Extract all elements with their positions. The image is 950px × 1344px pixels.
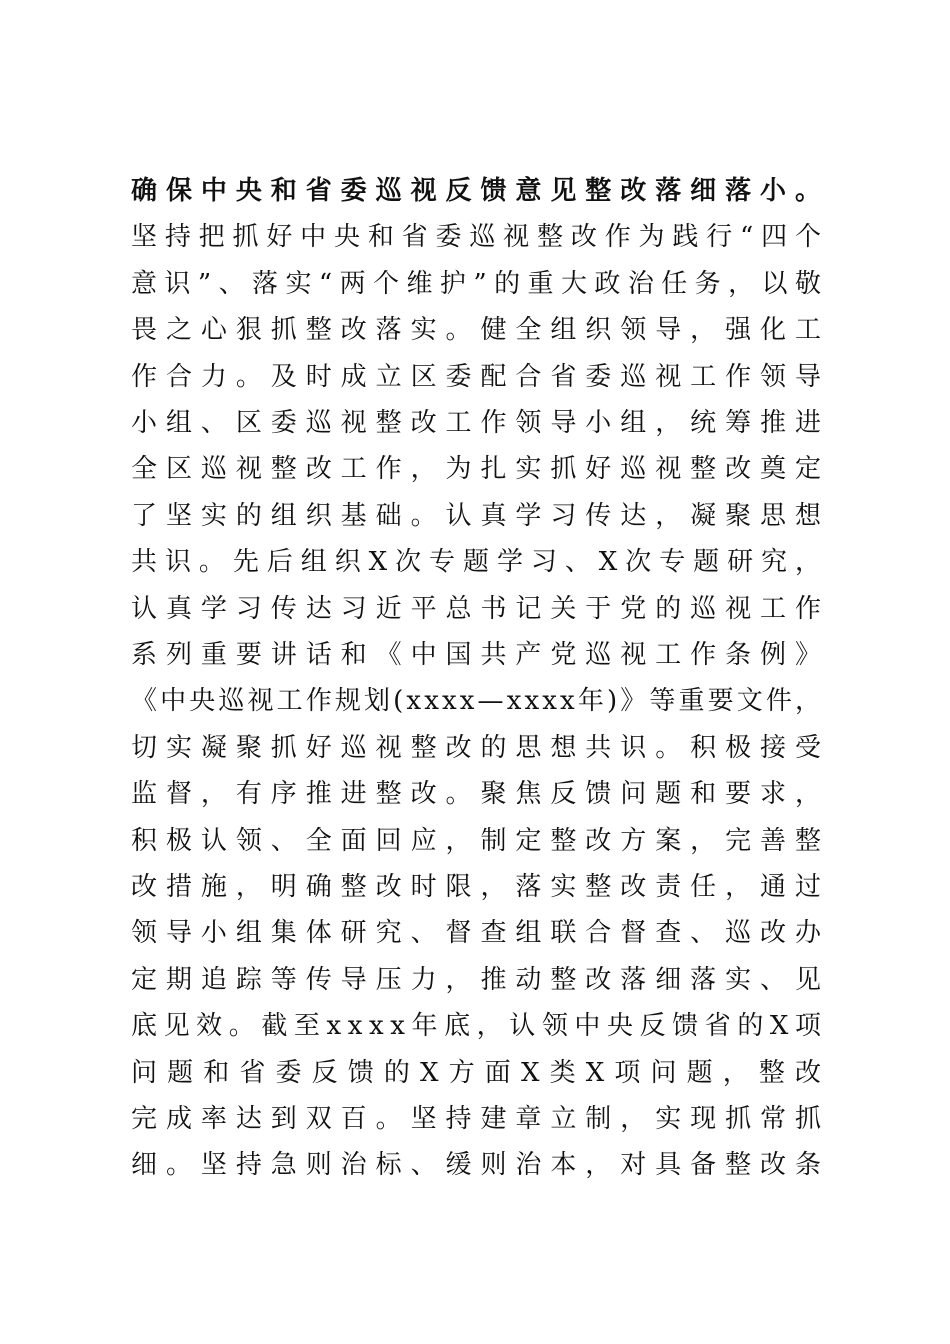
text-line: 共识。先后组织X次专题学习、X次专题研究，: [131, 547, 829, 578]
text-line: 全区巡视整改工作，为扎实抓好巡视整改奠定: [131, 454, 830, 485]
text-line: 《中央巡视工作规划(xxxx—xxxx年)》等重要文件，: [131, 686, 825, 717]
text-line: 小组、区委巡视整改工作领导小组，统筹推进: [131, 408, 830, 438]
text-line: 认真学习传达习近平总书记关于党的巡视工作: [131, 593, 830, 624]
text-line: 监督，有序推进整改。聚焦反馈问题和要求，: [131, 779, 830, 810]
text-line: 改措施，明确整改时限，落实整改责任，通过: [131, 872, 830, 902]
text-line: 定期追踪等传导压力，推动整改落细落实、见: [131, 964, 830, 995]
text-line: 畏之心狠抓整改落实。健全组织领导，强化工: [131, 315, 830, 346]
text-line: 了坚实的组织基础。认真学习传达，凝聚思想: [131, 500, 830, 531]
text-line: 细。坚持急则治标、缓则治本，对具备整改条: [131, 1150, 830, 1181]
text-line: 作合力。及时成立区委配合省委巡视工作领导: [131, 361, 830, 392]
text-line: 坚持把抓好中央和省委巡视整改作为践行“四个: [131, 222, 829, 253]
text-line: 完成率达到双百。坚持建章立制，实现抓常抓: [131, 1104, 830, 1134]
paragraph-heading: 确保中央和省委巡视反馈意见整改落细落小。: [131, 176, 830, 206]
text-line: 切实凝聚抓好巡视整改的思想共识。积极接受: [131, 732, 830, 763]
text-line: 积极认领、全面回应，制定整改方案，完善整: [131, 825, 830, 856]
text-line: 系列重要讲话和《中国共产党巡视工作条例》: [131, 640, 830, 670]
text-line: 问题和省委反馈的X方面X类X项问题，整改: [131, 1057, 832, 1088]
text-line: 领导小组集体研究、督查组联合督查、巡改办: [131, 918, 830, 949]
text-line: 底见效。截至xxxx年底，认领中央反馈省的X项: [131, 1011, 828, 1042]
text-line: 意识”、落实“两个维护”的重大政治任务，以敬: [131, 268, 829, 299]
